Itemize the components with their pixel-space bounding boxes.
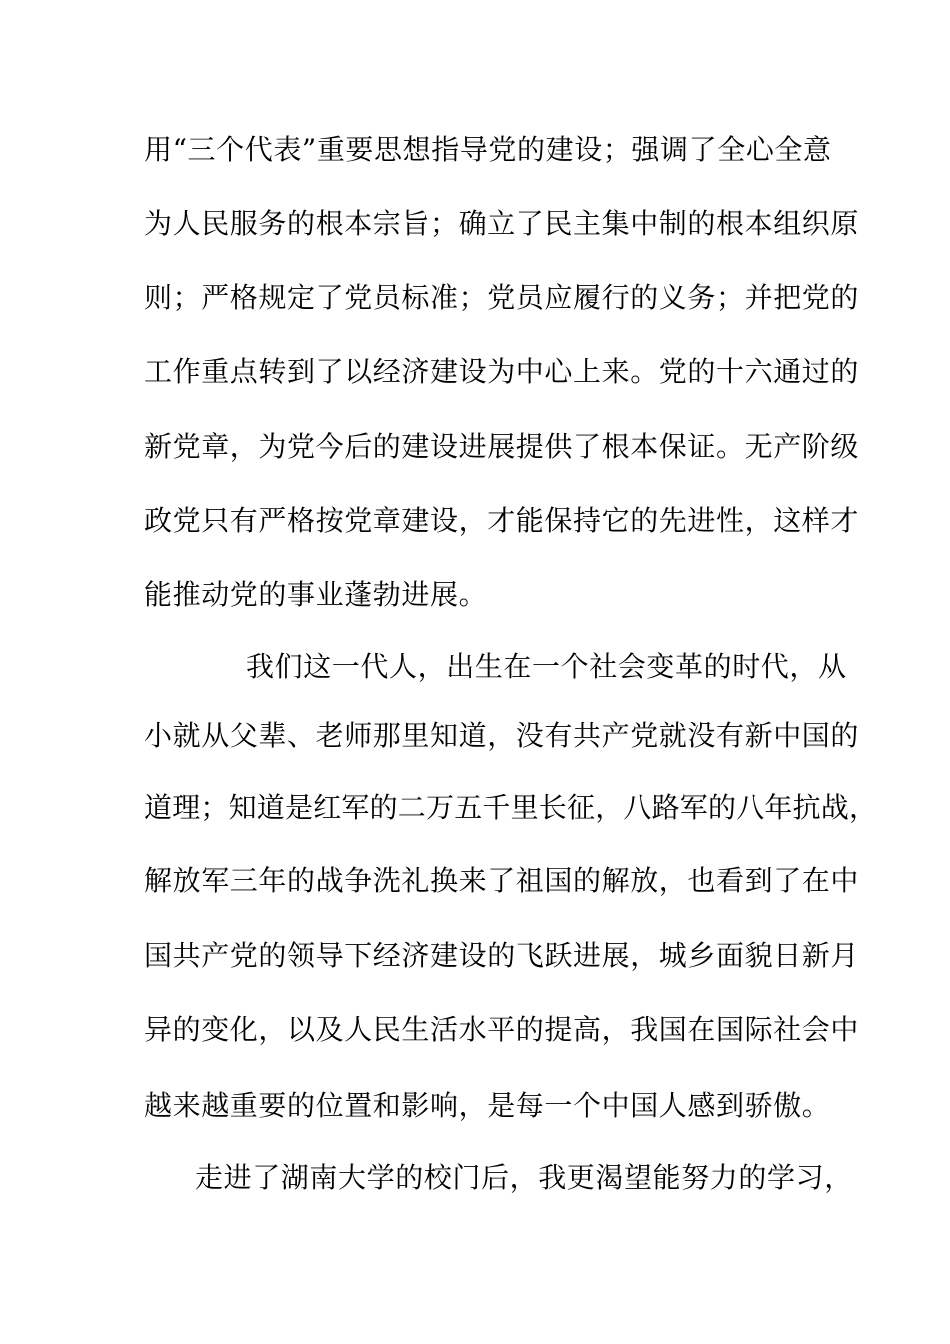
paragraph-line: 异的变化，以及人民生活水平的提高，我国在国际社会中 (144, 1013, 860, 1046)
paragraph-line: 小就从父辈、老师那里知道，没有共产党就没有新中国的 (144, 719, 860, 752)
paragraph-line: 为人民服务的根本宗旨；确立了民主集中制的根本组织原 (144, 207, 860, 240)
paragraph-line: 用“三个代表”重要思想指导党的建设；强调了全心全意 (144, 133, 832, 166)
paragraph-line: 走进了湖南大学的校门后，我更渴望能努力的学习， (195, 1161, 853, 1194)
paragraph-line: 则；严格规定了党员标准；党员应履行的义务；并把党的 (144, 281, 860, 314)
paragraph-line: 政党只有严格按党章建设，才能保持它的先进性，这样才 (144, 504, 860, 537)
paragraph-line: 越来越重要的位置和影响，是每一个中国人感到骄傲。 (144, 1089, 831, 1122)
paragraph-line: 解放军三年的战争洗礼换来了祖国的解放，也看到了在中 (144, 864, 860, 897)
paragraph-line: 新党章，为党今后的建设进展提供了根本保证。无产阶级 (144, 430, 860, 463)
paragraph-line: 工作重点转到了以经济建设为中心上来。党的十六通过的 (144, 355, 860, 388)
paragraph-line: 国共产党的领导下经济建设的飞跃进展，城乡面貌日新月 (144, 939, 860, 972)
paragraph-line: 道理；知道是红军的二万五千里长征，八路军的八年抗战， (144, 791, 878, 824)
paragraph-line: 我们这一代人，出生在一个社会变革的时代，从 (246, 650, 847, 683)
paragraph-line: 能推动党的事业蓬勃进展。 (144, 578, 488, 611)
